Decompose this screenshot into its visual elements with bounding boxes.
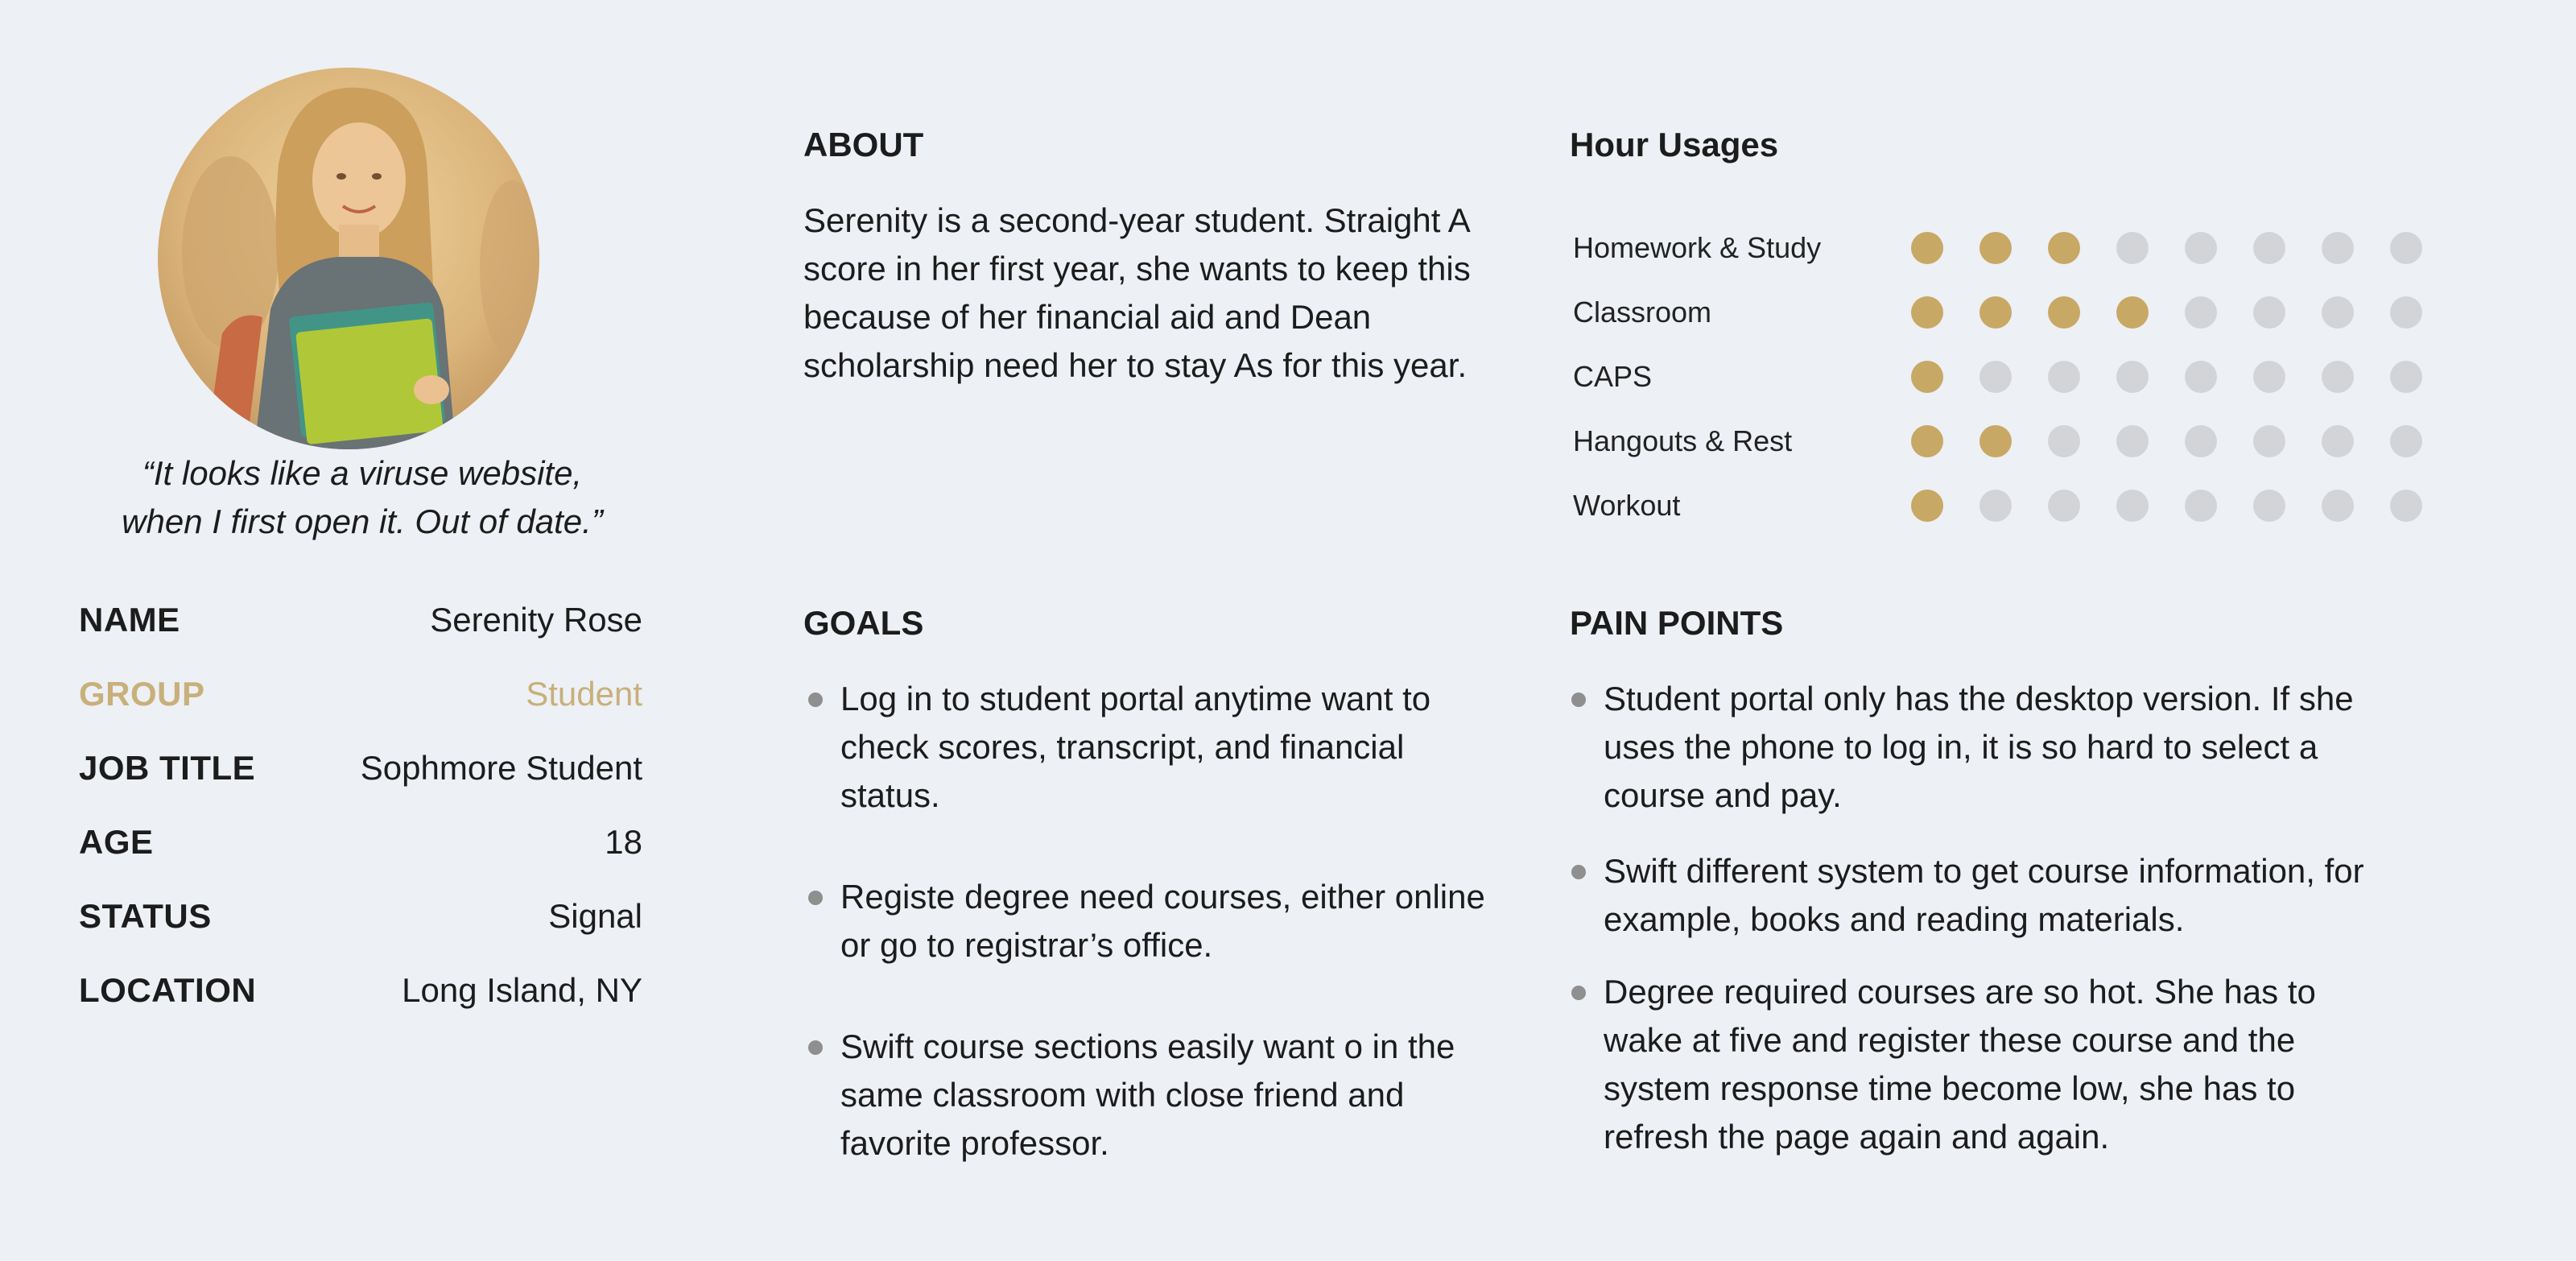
- bullet-icon: [808, 891, 823, 905]
- usage-dot-empty: [2253, 232, 2285, 264]
- profile-label: NAME: [79, 601, 180, 639]
- goals-heading: GOALS: [803, 604, 924, 642]
- usage-dot-empty: [2322, 296, 2354, 329]
- usage-dot-filled: [1911, 490, 1943, 522]
- usage-dot-empty: [2185, 490, 2217, 522]
- profile-row-location: [79, 971, 642, 1045]
- usage-dot-empty: [2253, 361, 2285, 393]
- usage-dot-filled: [1911, 425, 1943, 457]
- about-heading: ABOUT: [803, 126, 924, 163]
- goal-item: [803, 873, 1512, 970]
- profile-row-name: [79, 601, 642, 675]
- usage-dot-empty: [2390, 296, 2422, 329]
- about-text: Serenity is a second-year student. Straight A score in her first year, she wants to keep this because of her financial aid and Dean scholarship need her to stay As for this year.: [803, 201, 1471, 384]
- usage-dot-empty: [2116, 361, 2149, 393]
- profile-value: Sophmore Student: [360, 749, 642, 787]
- usage-dot-empty: [1979, 490, 2012, 522]
- persona-quote-line-1: “It looks like a viruse website,: [142, 454, 583, 492]
- usage-dot-empty: [2390, 425, 2422, 457]
- usage-dot-filled: [1979, 296, 2012, 329]
- profile-row-age: [79, 823, 642, 897]
- pain-points-list: [1567, 675, 2372, 1189]
- pain-point-item: [1567, 675, 2372, 820]
- usage-dot-empty: [2390, 232, 2422, 264]
- hour-usages-list: [1573, 216, 2458, 538]
- usage-dot-filled: [1911, 361, 1943, 393]
- pain-point-text: Student portal only has the desktop version. If she uses the phone to log in, it is so hard to select a course and pay.: [1604, 680, 2354, 814]
- goal-item: [803, 1023, 1512, 1168]
- usage-dot-empty: [2322, 361, 2354, 393]
- persona-photo: [158, 68, 539, 449]
- profile-label: GROUP: [79, 675, 205, 713]
- bullet-icon: [808, 1040, 823, 1055]
- profile-row-job-title: [79, 749, 642, 823]
- usage-dot-empty: [2116, 232, 2149, 264]
- hour-usage-label: Homework & Study: [1573, 231, 1822, 264]
- usage-dot-empty: [2322, 232, 2354, 264]
- profile-label: LOCATION: [79, 971, 257, 1009]
- goal-text: Swift course sections easily want o in the same classroom with close friend and favorite professor.: [840, 1027, 1455, 1162]
- pain-point-text: Degree required courses are so hot. She has to wake at five and register these course and the system response time become low, she has to refresh the page again and again.: [1604, 973, 2316, 1156]
- goal-text: Registe degree need courses, either online or go to registrar’s office.: [840, 878, 1485, 964]
- usage-dot-empty: [2253, 490, 2285, 522]
- usage-dot-empty: [2048, 361, 2080, 393]
- usage-dot-empty: [2185, 232, 2217, 264]
- usage-dot-filled: [2048, 296, 2080, 329]
- usage-dot-filled: [1911, 232, 1943, 264]
- bullet-icon: [1571, 865, 1586, 879]
- usage-dot-empty: [2253, 296, 2285, 329]
- usage-dot-empty: [2185, 361, 2217, 393]
- usage-dot-empty: [2322, 425, 2354, 457]
- profile-value: 18: [605, 823, 642, 861]
- usage-dot-empty: [2185, 296, 2217, 329]
- profile-details: [79, 601, 642, 1045]
- hour-usage-dots: [1911, 296, 2458, 329]
- hour-usage-row: [1573, 280, 2458, 345]
- goals-list: [803, 675, 1512, 1221]
- usage-dot-filled: [1911, 296, 1943, 329]
- profile-label: STATUS: [79, 897, 212, 935]
- pain-points-heading: PAIN POINTS: [1570, 604, 1784, 642]
- profile-value: Serenity Rose: [430, 601, 642, 639]
- usage-dot-filled: [2116, 296, 2149, 329]
- profile-label: AGE: [79, 823, 154, 861]
- usage-dot-empty: [2322, 490, 2354, 522]
- hour-usage-label: Workout: [1573, 489, 1681, 522]
- pain-point-item: [1567, 847, 2372, 944]
- hour-usage-label: Classroom: [1573, 296, 1712, 329]
- bullet-icon: [808, 693, 823, 707]
- profile-value: Long Island, NY: [402, 971, 642, 1009]
- bullet-icon: [1571, 693, 1586, 707]
- hour-usage-row: [1573, 345, 2458, 409]
- usage-dot-filled: [1979, 425, 2012, 457]
- hour-usage-label: Hangouts & Rest: [1573, 424, 1793, 457]
- usage-dot-empty: [2390, 361, 2422, 393]
- persona-quote-line-2: when I first open it. Out of date.”: [122, 502, 603, 540]
- profile-label: JOB TITLE: [79, 749, 256, 787]
- usage-dot-empty: [1979, 361, 2012, 393]
- usage-dot-empty: [2116, 425, 2149, 457]
- hour-usage-row: [1573, 409, 2458, 473]
- pain-point-text: Swift different system to get course information, for example, books and reading materials.: [1604, 852, 2364, 938]
- profile-value: Signal: [548, 897, 642, 935]
- bullet-icon: [1571, 986, 1586, 1000]
- profile-row-group: [79, 675, 642, 749]
- goal-item: [803, 675, 1512, 820]
- usage-dot-empty: [2048, 425, 2080, 457]
- usage-dot-empty: [2253, 425, 2285, 457]
- hour-usages-heading: Hour Usages: [1570, 126, 1779, 163]
- usage-dot-empty: [2185, 425, 2217, 457]
- goal-text: Log in to student portal anytime want to check scores, transcript, and financial status.: [840, 680, 1431, 814]
- usage-dot-empty: [2048, 490, 2080, 522]
- profile-row-status: [79, 897, 642, 971]
- hour-usage-dots: [1911, 490, 2458, 522]
- hour-usage-dots: [1911, 425, 2458, 457]
- hour-usage-row: [1573, 216, 2458, 280]
- usage-dot-empty: [2116, 490, 2149, 522]
- pain-point-item: [1567, 968, 2372, 1161]
- usage-dot-empty: [2390, 490, 2422, 522]
- profile-value: Student: [526, 675, 642, 713]
- hour-usage-dots: [1911, 361, 2458, 393]
- hour-usage-label: CAPS: [1573, 360, 1653, 393]
- usage-dot-filled: [2048, 232, 2080, 264]
- hour-usage-row: [1573, 473, 2458, 538]
- persona-quote: [48, 449, 676, 546]
- usage-dot-filled: [1979, 232, 2012, 264]
- hour-usage-dots: [1911, 232, 2458, 264]
